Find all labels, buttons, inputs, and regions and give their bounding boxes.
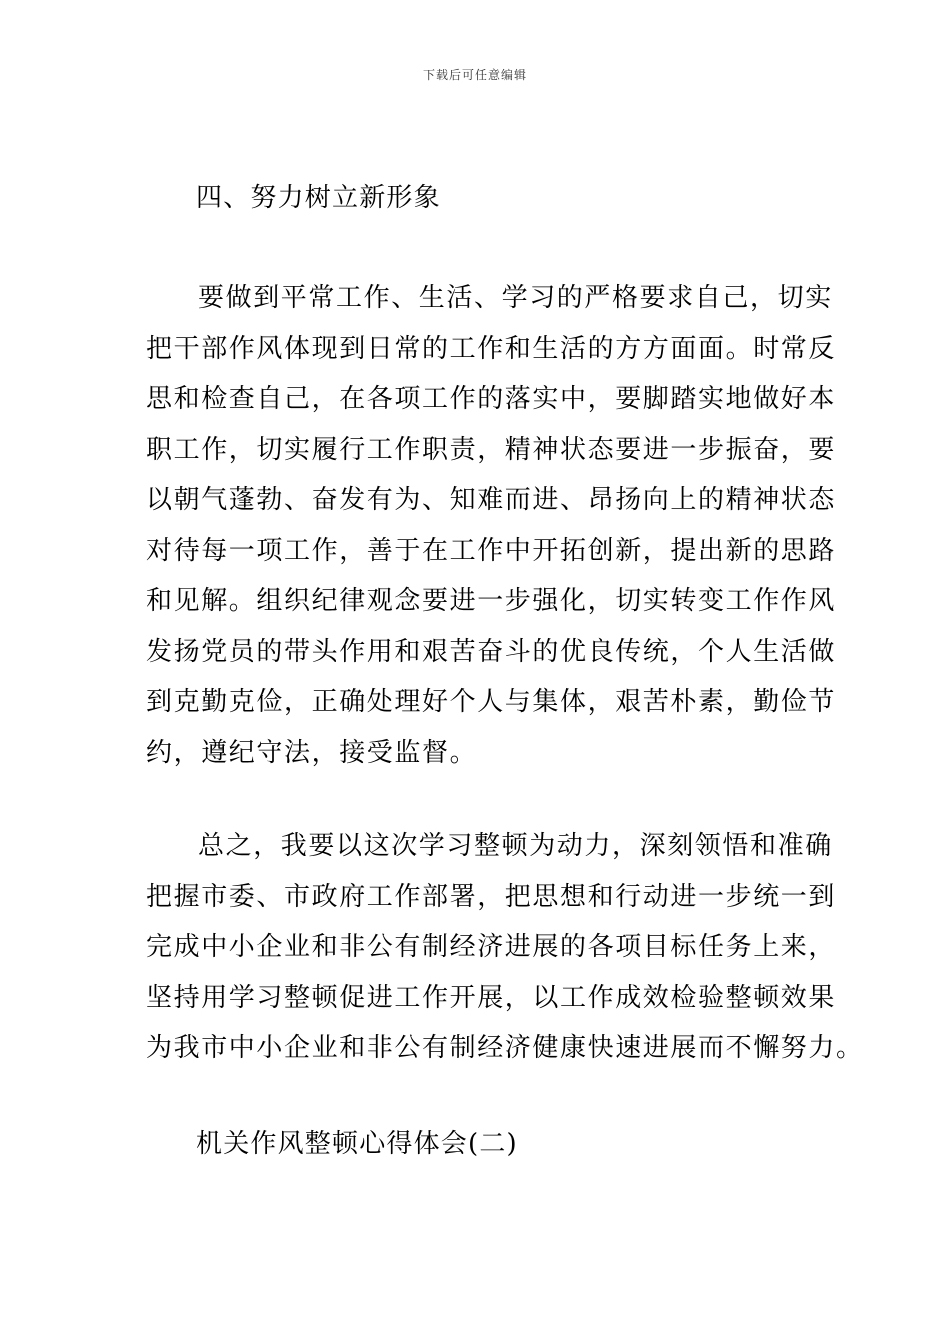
paragraph-line: 以朝气蓬勃、奋发有为、知难而进、昂扬向上的精神状态 bbox=[146, 485, 837, 515]
paragraph-line: 约，遵纪守法，接受监督。 bbox=[146, 737, 478, 768]
paragraph-line: 为我市中小企业和非公有制经济健康快速进展而不懈努力。 bbox=[146, 1033, 864, 1063]
paragraph-line: 职工作，切实履行工作职责，精神状态要进一步振奋，要 bbox=[146, 434, 837, 465]
paragraph-line: 完成中小企业和非公有制经济进展的各项目标任务上来， bbox=[146, 932, 837, 962]
paragraph-line: 思和检查自己，在各项工作的落实中，要脚踏实地做好本 bbox=[146, 384, 837, 414]
paragraph-line: 和见解。组织纪律观念要进一步强化，切实转变工作作风 bbox=[146, 586, 837, 616]
paragraph-line: 把握市委、市政府工作部署，把思想和行动进一步统一到 bbox=[146, 881, 837, 912]
paragraph-line: 发扬党员的带头作用和艰苦奋斗的优良传统，个人生活做 bbox=[146, 636, 837, 667]
paragraph-line: 到克勤克俭，正确处理好个人与集体，艰苦朴素，勤俭节 bbox=[146, 687, 837, 717]
paragraph-line: 总之，我要以这次学习整顿为动力，深刻领悟和准确 bbox=[198, 831, 833, 861]
paragraph-line: 把干部作风体现到日常的工作和生活的方方面面。时常反 bbox=[146, 333, 837, 364]
paragraph-line: 要做到平常工作、生活、学习的严格要求自己，切实 bbox=[198, 283, 833, 313]
section-heading: 四、努力树立新形象 bbox=[196, 183, 441, 213]
paragraph-line: 对待每一项工作，善于在工作中开拓创新，提出新的思路 bbox=[146, 535, 837, 566]
paragraph-line: 坚持用学习整顿促进工作开展，以工作成效检验整顿效果 bbox=[146, 982, 837, 1013]
article-title: 机关作风整顿心得体会(二) bbox=[196, 1129, 518, 1159]
header-note: 下载后可任意编辑 bbox=[422, 68, 527, 82]
section-four-paragraph bbox=[146, 273, 837, 778]
conclusion-paragraph bbox=[146, 821, 864, 1074]
